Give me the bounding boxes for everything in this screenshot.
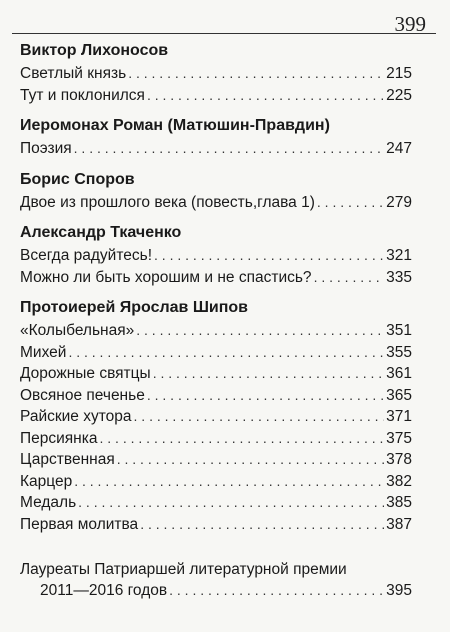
author-name: Виктор Лихоносов <box>20 42 169 59</box>
entry-title: Поэзия <box>20 140 72 157</box>
toc-section <box>20 116 412 160</box>
entry-title: Первая молитва <box>20 515 139 533</box>
leader-dots <box>147 85 384 107</box>
entry-title: Светлый князь <box>20 65 127 82</box>
leader-dots <box>153 363 384 385</box>
toc-section <box>20 298 412 535</box>
toc-entry <box>20 406 412 428</box>
entry-page: 375 <box>386 429 412 447</box>
entry-title: Тут и поклонился <box>20 86 145 104</box>
toc-entry <box>20 428 412 450</box>
toc-entry <box>20 363 412 385</box>
entry-page: 351 <box>386 322 412 339</box>
entry-page: 279 <box>386 193 412 211</box>
entry-page: 385 <box>386 494 412 511</box>
leader-dots <box>100 428 385 450</box>
leader-dots <box>136 320 384 342</box>
toc-entry <box>20 385 412 407</box>
toc-entry <box>20 514 412 536</box>
toc-section <box>20 41 412 106</box>
entry-page: 387 <box>386 515 412 533</box>
entry-title: Медаль <box>20 494 77 511</box>
entry-title: Всегда радуйтесь! <box>20 247 153 264</box>
leader-dots <box>314 267 384 289</box>
laureates-entry <box>20 559 412 602</box>
leader-dots <box>140 514 384 536</box>
entry-page: 365 <box>386 386 412 404</box>
toc-entry <box>20 320 412 342</box>
entry-page: 378 <box>386 451 412 468</box>
leader-dots <box>134 406 384 428</box>
leader-dots <box>68 342 384 364</box>
toc-entry <box>20 192 412 214</box>
toc-entry <box>20 580 412 602</box>
toc-entry <box>20 63 412 85</box>
toc-entry <box>20 492 412 514</box>
leader-dots <box>128 63 384 85</box>
entry-title: Райские хутора <box>20 408 132 425</box>
entry-page: 361 <box>386 365 412 382</box>
entry-page: 355 <box>386 343 412 361</box>
toc-entry <box>20 449 412 471</box>
entry-title: Царственная <box>20 451 115 468</box>
page-number: 399 <box>394 12 426 36</box>
entry-title: «Колыбельная» <box>20 322 135 339</box>
leader-dots <box>117 449 384 471</box>
leader-dots <box>147 385 384 407</box>
entry-title: Персиянка <box>20 429 98 447</box>
author-name: Иеромонах Роман (Матюшин-Правдин) <box>20 117 330 134</box>
laureates-title: Лауреаты Патриаршей литературной премии <box>20 561 347 578</box>
toc-entry <box>20 245 412 267</box>
author-name: Александр Ткаченко <box>20 224 182 241</box>
leader-dots <box>78 492 384 514</box>
toc-entry <box>20 85 412 107</box>
leader-dots <box>317 192 384 214</box>
toc-entry <box>20 471 412 493</box>
author-name: Протоиерей Ярослав Шипов <box>20 299 248 316</box>
entry-page: 321 <box>386 247 412 264</box>
entry-title: Можно ли быть хорошим и не спастись? <box>20 268 312 286</box>
entry-page: 382 <box>386 472 412 490</box>
entry-title: Овсяное печенье <box>20 386 145 404</box>
entry-page: 247 <box>386 140 412 157</box>
entry-title: 2011—2016 годов <box>40 582 168 599</box>
header-rule <box>12 33 436 34</box>
leader-dots <box>74 471 384 493</box>
toc-entry <box>20 267 412 289</box>
leader-dots <box>74 138 384 160</box>
table-of-contents <box>20 41 412 602</box>
toc-entry <box>20 342 412 364</box>
leader-dots <box>154 245 384 267</box>
entry-page: 395 <box>386 582 412 599</box>
toc-entry <box>20 138 412 160</box>
leader-dots <box>169 580 384 602</box>
entry-page: 335 <box>386 268 412 286</box>
entry-title: Двое из прошлого века (повесть,глава 1) <box>20 193 315 211</box>
author-name: Борис Споров <box>20 170 135 188</box>
entry-page: 225 <box>386 86 412 104</box>
entry-page: 371 <box>386 408 412 425</box>
entry-page: 215 <box>386 65 412 82</box>
toc-section <box>20 170 412 214</box>
entry-title: Михей <box>20 343 67 361</box>
entry-title: Карцер <box>20 472 73 490</box>
toc-section <box>20 223 412 288</box>
entry-title: Дорожные святцы <box>20 365 151 382</box>
